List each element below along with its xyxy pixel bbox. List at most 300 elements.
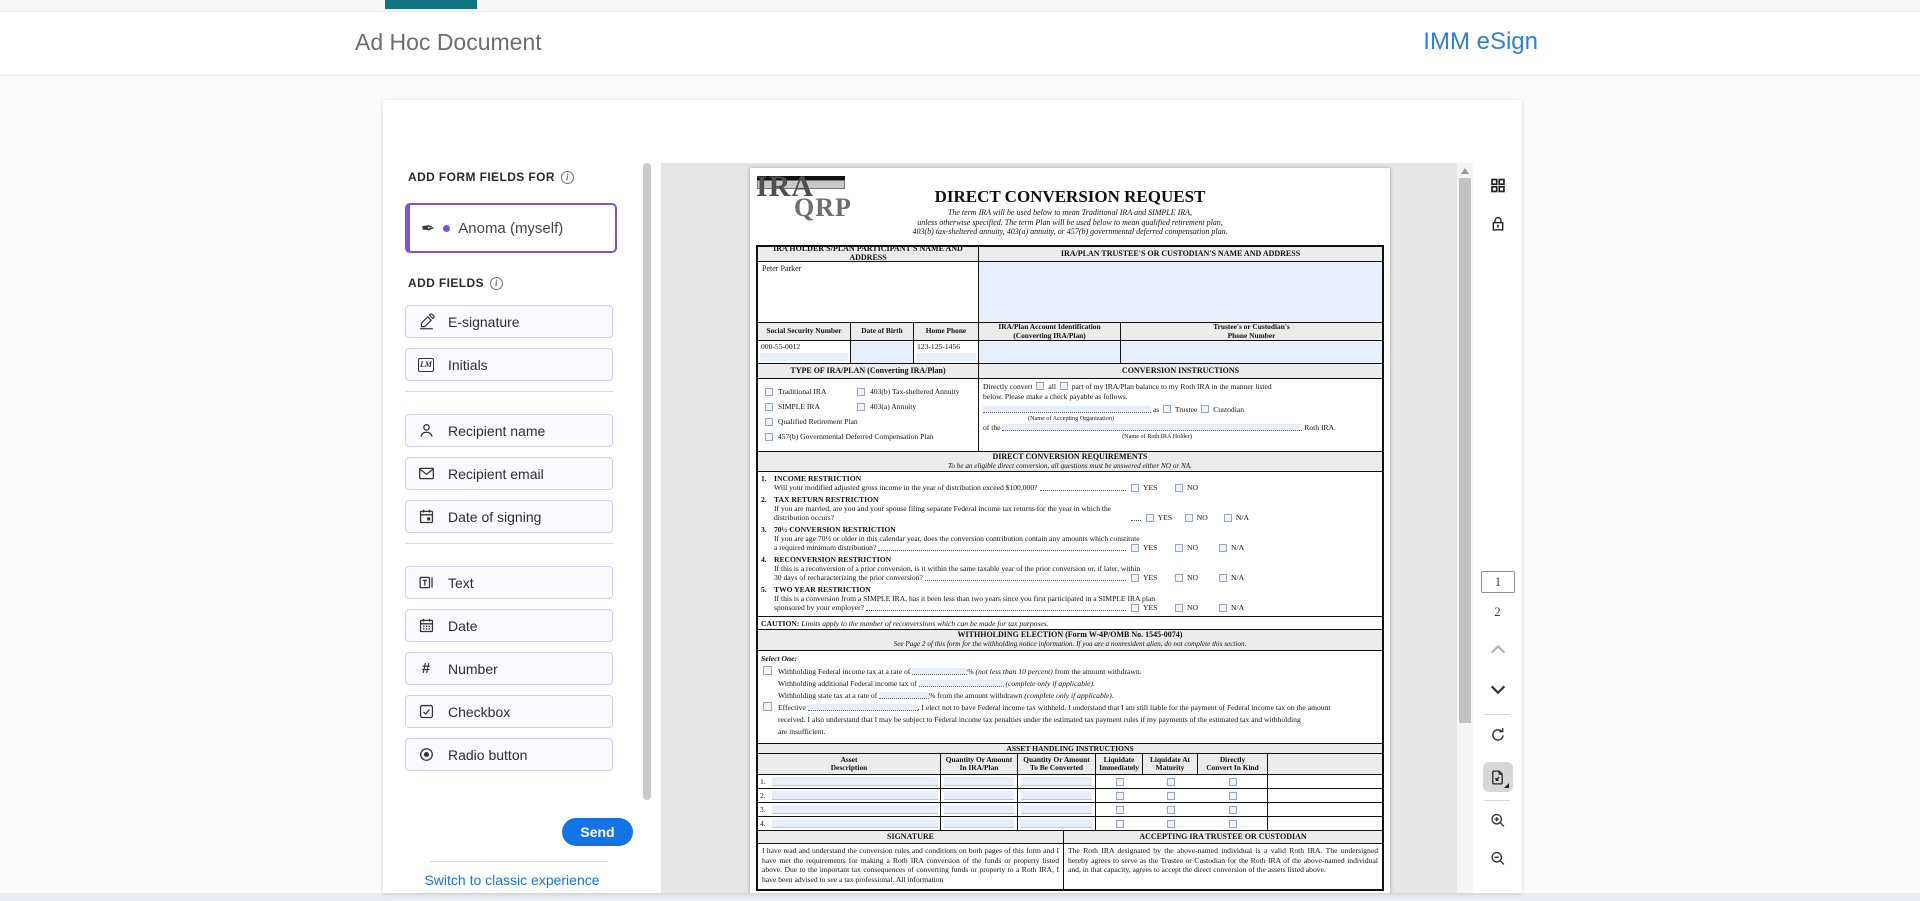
- holder-name-value: Peter Parker: [762, 264, 802, 273]
- asset-qty-cell: [1018, 817, 1096, 830]
- field-button-groups: [405, 305, 613, 781]
- withholding-header-row: [758, 629, 1382, 650]
- sidebar-divider: [430, 861, 608, 862]
- doc-checkbox: [765, 433, 773, 441]
- account-id-field: [979, 341, 1121, 363]
- asset-column-header: Quantity Or Amount To Be Converted: [1018, 754, 1096, 774]
- document-viewer: [661, 163, 1457, 893]
- asset-checkbox-cell: [1198, 817, 1268, 830]
- asset-input-field: [772, 805, 938, 814]
- add-form-fields-for-label: [408, 170, 574, 184]
- asset-checkbox-cell: [1143, 817, 1198, 830]
- question-title: 2. TAX RETURN RESTRICTION: [761, 495, 879, 504]
- pen-nib-icon: ✒: [421, 218, 436, 238]
- answer-option: N/A: [1222, 513, 1261, 522]
- info-column-header: Trustee's or Custodian's Phone Number: [1213, 322, 1290, 340]
- type-option: 403(b) Tax-sheltered Annuity: [855, 387, 960, 396]
- info-column-header: Social Security Number: [758, 323, 851, 340]
- doc-checkbox: [1036, 382, 1044, 390]
- caution-text: Limits apply to the number of reconversions which can be made for tax purposes.: [799, 618, 1049, 628]
- previous-page-chevron-icon[interactable]: [1489, 641, 1506, 658]
- main-card: [383, 100, 1522, 893]
- info-header-row: [758, 322, 1382, 340]
- field-button-label: E-signature: [448, 313, 520, 330]
- page-title: Ad Hoc Document: [355, 29, 542, 55]
- type-option: Qualified Retirement Plan: [763, 417, 858, 426]
- asset-header-row: [758, 753, 1382, 774]
- type-options-cell: [758, 379, 979, 451]
- doc-checkbox: [1167, 778, 1175, 786]
- doc-checkbox: [1175, 484, 1183, 492]
- italic-text: (complete only if applicable).: [1005, 679, 1095, 688]
- conversion-line-5: of the Roth IRA.: [983, 423, 1336, 432]
- field-button-label: Initials: [448, 356, 488, 373]
- field-group-divider: [405, 543, 613, 544]
- doc-checkbox: [1116, 820, 1124, 828]
- field-button-text[interactable]: [405, 566, 613, 599]
- doc-checkbox: [1146, 514, 1154, 522]
- info-icon[interactable]: [561, 171, 574, 184]
- answer-option: N/A: [1217, 603, 1261, 612]
- asset-input-field: [944, 805, 1014, 814]
- document-header: [750, 168, 1390, 245]
- asset-input-field: [772, 777, 938, 786]
- doc-checkbox: [1131, 544, 1139, 552]
- withholding-text: received. I also understand that I may be subject to Federal income tax penalties under the estimated tax payment rules if my payments of the estimated tax and withholding: [778, 715, 1301, 724]
- question-title: 1. INCOME RESTRICTION: [761, 474, 862, 483]
- doc-checkbox: [763, 702, 772, 711]
- holder-header-cell: IRA HOLDER'S/PLAN PARTICIPANT'S NAME AND ADDRESS: [758, 247, 979, 261]
- toolbar-divider: [1484, 800, 1510, 801]
- recipient-name-label: Anoma (myself): [458, 219, 564, 237]
- questions-row: [758, 471, 1382, 616]
- info-value-row: [758, 340, 1382, 363]
- asset-empty-cell: [1268, 775, 1382, 788]
- asset-qty-cell: [941, 817, 1018, 830]
- withholding-line-1: [761, 666, 1379, 678]
- answer-option: NO: [1173, 603, 1217, 612]
- caution-label: CAUTION:: [761, 618, 800, 628]
- withholding-text: Withholding state tax at a rate of % from the amount withdrawn (complete only if applicable).: [778, 691, 1114, 700]
- name-address-header-row: [758, 244, 1382, 262]
- doc-checkbox: [1229, 778, 1237, 786]
- lock-icon[interactable]: [1489, 215, 1506, 232]
- asset-row: [758, 816, 1382, 830]
- conversion-line-3: as Trustee Custodian: [983, 405, 1378, 415]
- asset-qty-cell: [941, 775, 1018, 788]
- next-page-chevron-icon[interactable]: [1489, 681, 1506, 698]
- asset-qty-cell: [1018, 775, 1096, 788]
- field-button-label: Text: [448, 574, 474, 591]
- initials-icon: LM: [417, 356, 435, 374]
- conversion-instructions-cell: [979, 379, 1382, 451]
- question-line: If this is a conversion from a SIMPLE IRA, has it been less than two years since you first participated in a SIMPLE IRA plan: [774, 594, 1156, 603]
- answer-option: NO: [1183, 513, 1222, 522]
- field-button-recipient-email[interactable]: [405, 457, 613, 490]
- asset-column-header: Liquidate Immediately: [1096, 754, 1143, 774]
- withholding-line-3: [761, 690, 1379, 702]
- doc-checkbox: [763, 666, 772, 675]
- document-subtitle: The term IRA will be used below to mean Traditional IRA and SIMPLE IRA, unless otherwise specified. The term Plan will be used below to mean qualified retirement plan, 403(b) tax-sheltered annuity, 403(a) annuity, or 457(b) governmental deferred compensation plan.: [912, 208, 1228, 236]
- question-2: [761, 495, 1379, 522]
- withholding-line-4: [761, 702, 1379, 714]
- radio-icon: [417, 746, 435, 764]
- select-one-label: Select One:: [761, 654, 798, 663]
- checkbox-icon: [417, 703, 435, 721]
- asset-checkbox-cell: [1143, 803, 1198, 816]
- answer-option: YES: [1144, 513, 1183, 522]
- asset-column-header-empty: [1268, 754, 1382, 774]
- asset-input-field: [1021, 819, 1092, 828]
- checkbox-gutter: [761, 702, 778, 714]
- withholding-lines: [761, 666, 1379, 738]
- doc-checkbox: [1131, 484, 1139, 492]
- number-icon: #: [421, 660, 431, 677]
- doc-checkbox: [1060, 382, 1068, 390]
- field-button-e-signature[interactable]: [405, 305, 613, 338]
- info-icon[interactable]: [490, 277, 503, 290]
- sidebar-scrollbar[interactable]: [643, 163, 651, 800]
- field-button-date-of-signing[interactable]: [405, 500, 613, 533]
- conversion-line-4: (Name of Accepting Organization): [1028, 415, 1114, 422]
- asset-input-field: [1021, 805, 1092, 814]
- checkbox-gutter: [761, 726, 778, 738]
- asset-input-field: [1021, 791, 1092, 800]
- scroll-up-arrow-icon[interactable]: [1461, 168, 1469, 174]
- italic-text: (complete only if applicable).: [1024, 691, 1114, 700]
- field-button-label: Radio button: [448, 746, 528, 763]
- ira-qrp-logo: QRP: [794, 193, 852, 222]
- question-5: [761, 585, 1379, 612]
- field-button-date[interactable]: [405, 609, 613, 642]
- doc-checkbox: [1175, 574, 1183, 582]
- info-column-header: Home Phone: [914, 323, 979, 340]
- asset-empty-cell: [1268, 803, 1382, 816]
- requirements-header-cell: [758, 452, 1382, 471]
- question-3: [761, 525, 1379, 552]
- withholding-text: Withholding additional Federal income tax of (complete only if applicable).: [778, 679, 1095, 688]
- doc-checkbox: [1175, 544, 1183, 552]
- type-option-row: [761, 414, 975, 429]
- caution-cell: [758, 619, 1382, 628]
- send-button[interactable]: Send: [562, 818, 633, 846]
- field-button-label: Checkbox: [448, 703, 511, 720]
- field-button-number[interactable]: [405, 652, 613, 685]
- recipient-selector[interactable]: [405, 203, 617, 253]
- dotted-leader: [925, 580, 1126, 581]
- type-option: 457(b) Governmental Deferred Compensation Plan: [763, 432, 934, 441]
- question-line: 30 days of recharacterizing the prior conversion? YES NO N/A: [761, 573, 1379, 582]
- asset-checkbox-cell: [1143, 789, 1198, 802]
- form-blank-field: [983, 406, 1151, 413]
- signature-body-row: [758, 843, 1382, 889]
- thumbnail-grid-icon[interactable]: [1489, 177, 1506, 194]
- input-field: [760, 353, 848, 361]
- asset-input-field: [944, 777, 1014, 786]
- text-icon: [417, 574, 435, 592]
- asset-checkbox-cell: [1096, 817, 1143, 830]
- question-line: sponsored by your employer? YES NO N/A: [761, 603, 1379, 612]
- caution-row: [758, 616, 1382, 629]
- viewer-toolbar: [1473, 163, 1522, 893]
- doc-checkbox: [1185, 514, 1193, 522]
- zoom-out-icon[interactable]: [1489, 850, 1506, 867]
- accepting-text: The Roth IRA designated by the above-named individual is a valid Roth IRA. The undersigned hereby agrees to serve as the Trustee or Custodian for the Roth IRA of the above-named individual and, in that capacity, agrees to accept the direct conversion of the assets listed above.: [1068, 846, 1378, 874]
- checkbox-gutter: [761, 666, 778, 678]
- field-button-label: Recipient email: [448, 465, 544, 482]
- conversion-line-6: (Name of Roth IRA Holder): [1122, 433, 1192, 440]
- asset-column-header: Asset Description: [758, 754, 941, 774]
- type-section-row: [758, 378, 1382, 451]
- asset-input-field: [772, 791, 938, 800]
- answer-option: YES: [1129, 573, 1173, 582]
- dotted-leader: [1040, 490, 1126, 491]
- doc-checkbox: [1131, 574, 1139, 582]
- document-page[interactable]: [750, 168, 1390, 893]
- trustee-header-cell: IRA/PLAN TRUSTEE'S OR CUSTODIAN'S NAME AND ADDRESS: [1060, 248, 1301, 258]
- italic-text: (not less than 10 percent): [975, 667, 1053, 676]
- type-section-header-row: [758, 363, 1382, 378]
- answer-option: YES: [1129, 543, 1173, 552]
- rotate-icon[interactable]: [1489, 726, 1506, 743]
- asset-input-field: [772, 819, 938, 828]
- bottom-strip: [0, 893, 1920, 901]
- accepting-title: ACCEPTING IRA TRUSTEE OR CUSTODIAN: [1139, 831, 1307, 841]
- doc-checkbox: [1229, 792, 1237, 800]
- answer-option: NO: [1173, 543, 1217, 552]
- doc-checkbox: [1201, 405, 1209, 413]
- signature-text: I have read and understand the conversion rules and conditions on both pages of this form and I have met the requirements for making a Roth IRA conversion of the funds or property listed above. Due to the important tax consequences of converting funds or property to a Roth IRA, I have been advised to see a tax professional. All information: [758, 844, 1064, 889]
- type-option: SIMPLE IRA: [763, 402, 855, 411]
- switch-to-classic-link[interactable]: Switch to classic experience: [424, 872, 600, 888]
- asset-checkbox-cell: [1096, 803, 1143, 816]
- doc-checkbox: [1116, 806, 1124, 814]
- form-blank-field: [1002, 424, 1302, 431]
- top-strip: [0, 0, 1920, 12]
- question-line: If you are married, are you and your spouse filing separate Federal income tax returns for the year in which the distribution occurs? YES NO N/A: [761, 504, 1379, 522]
- asset-column-header: Quantity Or Amount In IRA/Plan: [941, 754, 1018, 774]
- input-field: [916, 353, 976, 361]
- add-fields-label: [408, 276, 503, 290]
- signature-header-row: [758, 830, 1382, 843]
- withholding-title: WITHHOLDING ELECTION (Form W-4P/OMB No. 1545-0074): [957, 630, 1183, 640]
- checkbox-gutter: [761, 678, 778, 690]
- answer-option: YES: [1129, 483, 1173, 492]
- asset-empty-cell: [1268, 789, 1382, 802]
- question-line: If you are age 70½ or older in this calendar year, does the conversion contribution contain any amounts which constitute: [774, 534, 1140, 543]
- calendar-icon: [417, 617, 435, 635]
- withholding-line-6: [761, 726, 1379, 738]
- teal-accent-bar: [385, 0, 477, 9]
- question-1: [761, 474, 1379, 492]
- home-phone-cell: [914, 341, 979, 363]
- doc-checkbox: [857, 403, 865, 411]
- questions-cell: [758, 472, 1382, 616]
- e-signature-icon: [417, 313, 435, 331]
- brand-imm-esign: IMM eSign: [1423, 28, 1538, 55]
- asset-column-header: Directly Convert In Kind: [1198, 754, 1268, 774]
- asset-checkbox-cell: [1198, 803, 1268, 816]
- asset-input-field: [944, 791, 1014, 800]
- form-table: [756, 245, 1384, 891]
- field-button-label: Date of signing: [448, 508, 542, 525]
- withholding-line-2: [761, 678, 1379, 690]
- asset-empty-cell: [1268, 817, 1382, 830]
- requirements-title: DIRECT CONVERSION REQUIREMENTS: [992, 451, 1148, 461]
- page-2-label[interactable]: 2: [1494, 604, 1501, 619]
- doc-checkbox: [1229, 806, 1237, 814]
- home-phone-value: 123-125-1456: [917, 342, 961, 351]
- asset-checkbox-cell: [1198, 775, 1268, 788]
- asset-input-field: [1021, 777, 1092, 786]
- name-address-row: [758, 261, 1382, 322]
- doc-checkbox: [765, 418, 773, 426]
- conversion-line-1: Directly convert all part of my IRA/Plan balance to my Roth IRA in the manner listed: [983, 382, 1272, 391]
- current-page-input[interactable]: 1: [1481, 571, 1515, 593]
- doc-checkbox: [1167, 806, 1175, 814]
- question-title: 4. RECONVERSION RESTRICTION: [761, 555, 892, 564]
- type-option: 403(a) Annuity: [855, 402, 947, 411]
- asset-row: [758, 774, 1382, 788]
- form-blank-field: [912, 668, 967, 675]
- doc-checkbox: [1116, 778, 1124, 786]
- asset-title: ASSET HANDLING INSTRUCTIONS: [1006, 744, 1134, 753]
- dob-field: [851, 341, 914, 363]
- asset-qty-cell: [1018, 789, 1096, 802]
- asset-description-cell: 2.: [758, 789, 941, 802]
- asset-title-row: [758, 743, 1382, 753]
- field-button-label: Number: [448, 660, 498, 677]
- doc-checkbox: [1167, 820, 1175, 828]
- withholding-header-cell: [758, 630, 1382, 650]
- dotted-leader: [878, 550, 1126, 551]
- withholding-line-5: [761, 714, 1379, 726]
- toolbar-divider: [1484, 714, 1510, 715]
- doc-checkbox: [1219, 544, 1227, 552]
- fit-page-corner-icon: [1504, 783, 1509, 788]
- document-title: DIRECT CONVERSION REQUEST: [934, 187, 1206, 206]
- asset-rows: [758, 774, 1382, 830]
- answer-option: NO: [1173, 573, 1217, 582]
- holder-name-cell: [758, 262, 979, 322]
- answer-option: NO: [1173, 483, 1217, 492]
- info-column-header: IRA/Plan Account Identification (Converting IRA/Plan): [979, 323, 1121, 340]
- doc-checkbox: [765, 388, 773, 396]
- field-button-initials[interactable]: [405, 348, 613, 381]
- type-option-row: [761, 429, 975, 444]
- asset-qty-cell: [941, 803, 1018, 816]
- asset-qty-cell: [941, 789, 1018, 802]
- person-icon: [417, 422, 435, 440]
- requirements-subtitle: To be an eligible direct conversion, all questions must be answered either NO or NA.: [948, 461, 1192, 470]
- type-option: Traditional IRA: [763, 387, 855, 396]
- doc-checkbox: [1167, 792, 1175, 800]
- asset-checkbox-cell: [1198, 789, 1268, 802]
- field-button-recipient-name[interactable]: [405, 414, 613, 447]
- asset-checkbox-cell: [1096, 789, 1143, 802]
- doc-checkbox: [1116, 792, 1124, 800]
- withholding-text: are insufficient.: [778, 727, 826, 736]
- doc-checkbox: [765, 403, 773, 411]
- type-option-row: [761, 399, 975, 414]
- asset-description-cell: 1.: [758, 775, 941, 788]
- form-blank-field: [879, 692, 929, 699]
- signature-title: SIGNATURE: [758, 831, 1064, 843]
- conversion-title: CONVERSION INSTRUCTIONS: [1121, 365, 1240, 375]
- question-title: 3. 70½ CONVERSION RESTRICTION: [761, 525, 896, 534]
- answer-option: YES: [1129, 603, 1173, 612]
- trustee-name-field: [979, 262, 1382, 322]
- withholding-body-row: [758, 650, 1382, 743]
- asset-row: [758, 788, 1382, 802]
- info-column-header: Date of Birth: [851, 323, 914, 340]
- asset-description-cell: 3.: [758, 803, 941, 816]
- fit-page-button[interactable]: [1483, 762, 1513, 792]
- asset-checkbox-cell: [1096, 775, 1143, 788]
- field-button-radio-button[interactable]: [405, 738, 613, 771]
- doc-checkbox: [1219, 574, 1227, 582]
- checkbox-gutter: [761, 690, 778, 702]
- form-blank-field: [808, 704, 918, 711]
- doc-checkbox: [1224, 514, 1232, 522]
- asset-column-header: Liquidate At Maturity: [1143, 754, 1198, 774]
- doc-checkbox: [1175, 604, 1183, 612]
- form-blank-field: [919, 680, 1004, 687]
- field-button-label: Recipient name: [448, 422, 546, 439]
- answer-option: N/A: [1217, 573, 1261, 582]
- field-group-divider: [405, 391, 613, 392]
- doc-checkbox: [1163, 405, 1171, 413]
- answer-option: N/A: [1217, 543, 1261, 552]
- type-option-row: [761, 384, 975, 399]
- dotted-leader: [866, 610, 1126, 611]
- app-header: [0, 12, 1920, 76]
- add-fields-text: ADD FIELDS: [408, 276, 484, 290]
- field-button-label: Date: [448, 617, 478, 634]
- asset-checkbox-cell: [1143, 775, 1198, 788]
- checkbox-gutter: [761, 714, 778, 726]
- viewer-scrollbar-thumb[interactable]: [1459, 178, 1471, 723]
- question-line: a required minimum distribution? YES NO N/A: [761, 543, 1379, 552]
- field-button-checkbox[interactable]: [405, 695, 613, 728]
- asset-input-field: [944, 819, 1014, 828]
- question-line: Will your modified adjusted gross income in the year of distribution exceed $100,000? YES NO: [761, 483, 1379, 492]
- zoom-in-icon[interactable]: [1489, 812, 1506, 829]
- dotted-leader: [1131, 520, 1141, 521]
- doc-checkbox: [857, 388, 865, 396]
- conversion-line-2: below. Please make a check payable as follows.: [983, 392, 1128, 401]
- requirements-header-row: [758, 451, 1382, 471]
- doc-checkbox: [1219, 604, 1227, 612]
- trustee-phone-field: [1121, 341, 1382, 363]
- question-title: 5. TWO YEAR RESTRICTION: [761, 585, 871, 594]
- ira-qrp-logo: IRA: [756, 170, 815, 203]
- asset-qty-cell: [1018, 803, 1096, 816]
- asset-description-cell: 4.: [758, 817, 941, 830]
- doc-checkbox: [1229, 820, 1237, 828]
- type-title: TYPE OF IRA/PLAN (Converting IRA/Plan): [758, 364, 979, 378]
- question-4: [761, 555, 1379, 582]
- asset-row: [758, 802, 1382, 816]
- doc-checkbox: [1131, 604, 1139, 612]
- envelope-icon: [417, 465, 435, 483]
- withholding-text: Effective , I elect not to have Federal income tax withheld. I understand that I am still liable for the payment of Federal income tax on the amount: [778, 703, 1331, 712]
- calendar-signing-icon: [417, 508, 435, 526]
- ssn-cell: [758, 341, 851, 363]
- withholding-subtitle: See Page 2 of this form for the withholding notice information. If you are a nonresident alien, do not complete this section.: [893, 640, 1247, 648]
- ssn-value: 000-55-0012: [761, 342, 801, 351]
- recipient-color-dot: [443, 225, 450, 232]
